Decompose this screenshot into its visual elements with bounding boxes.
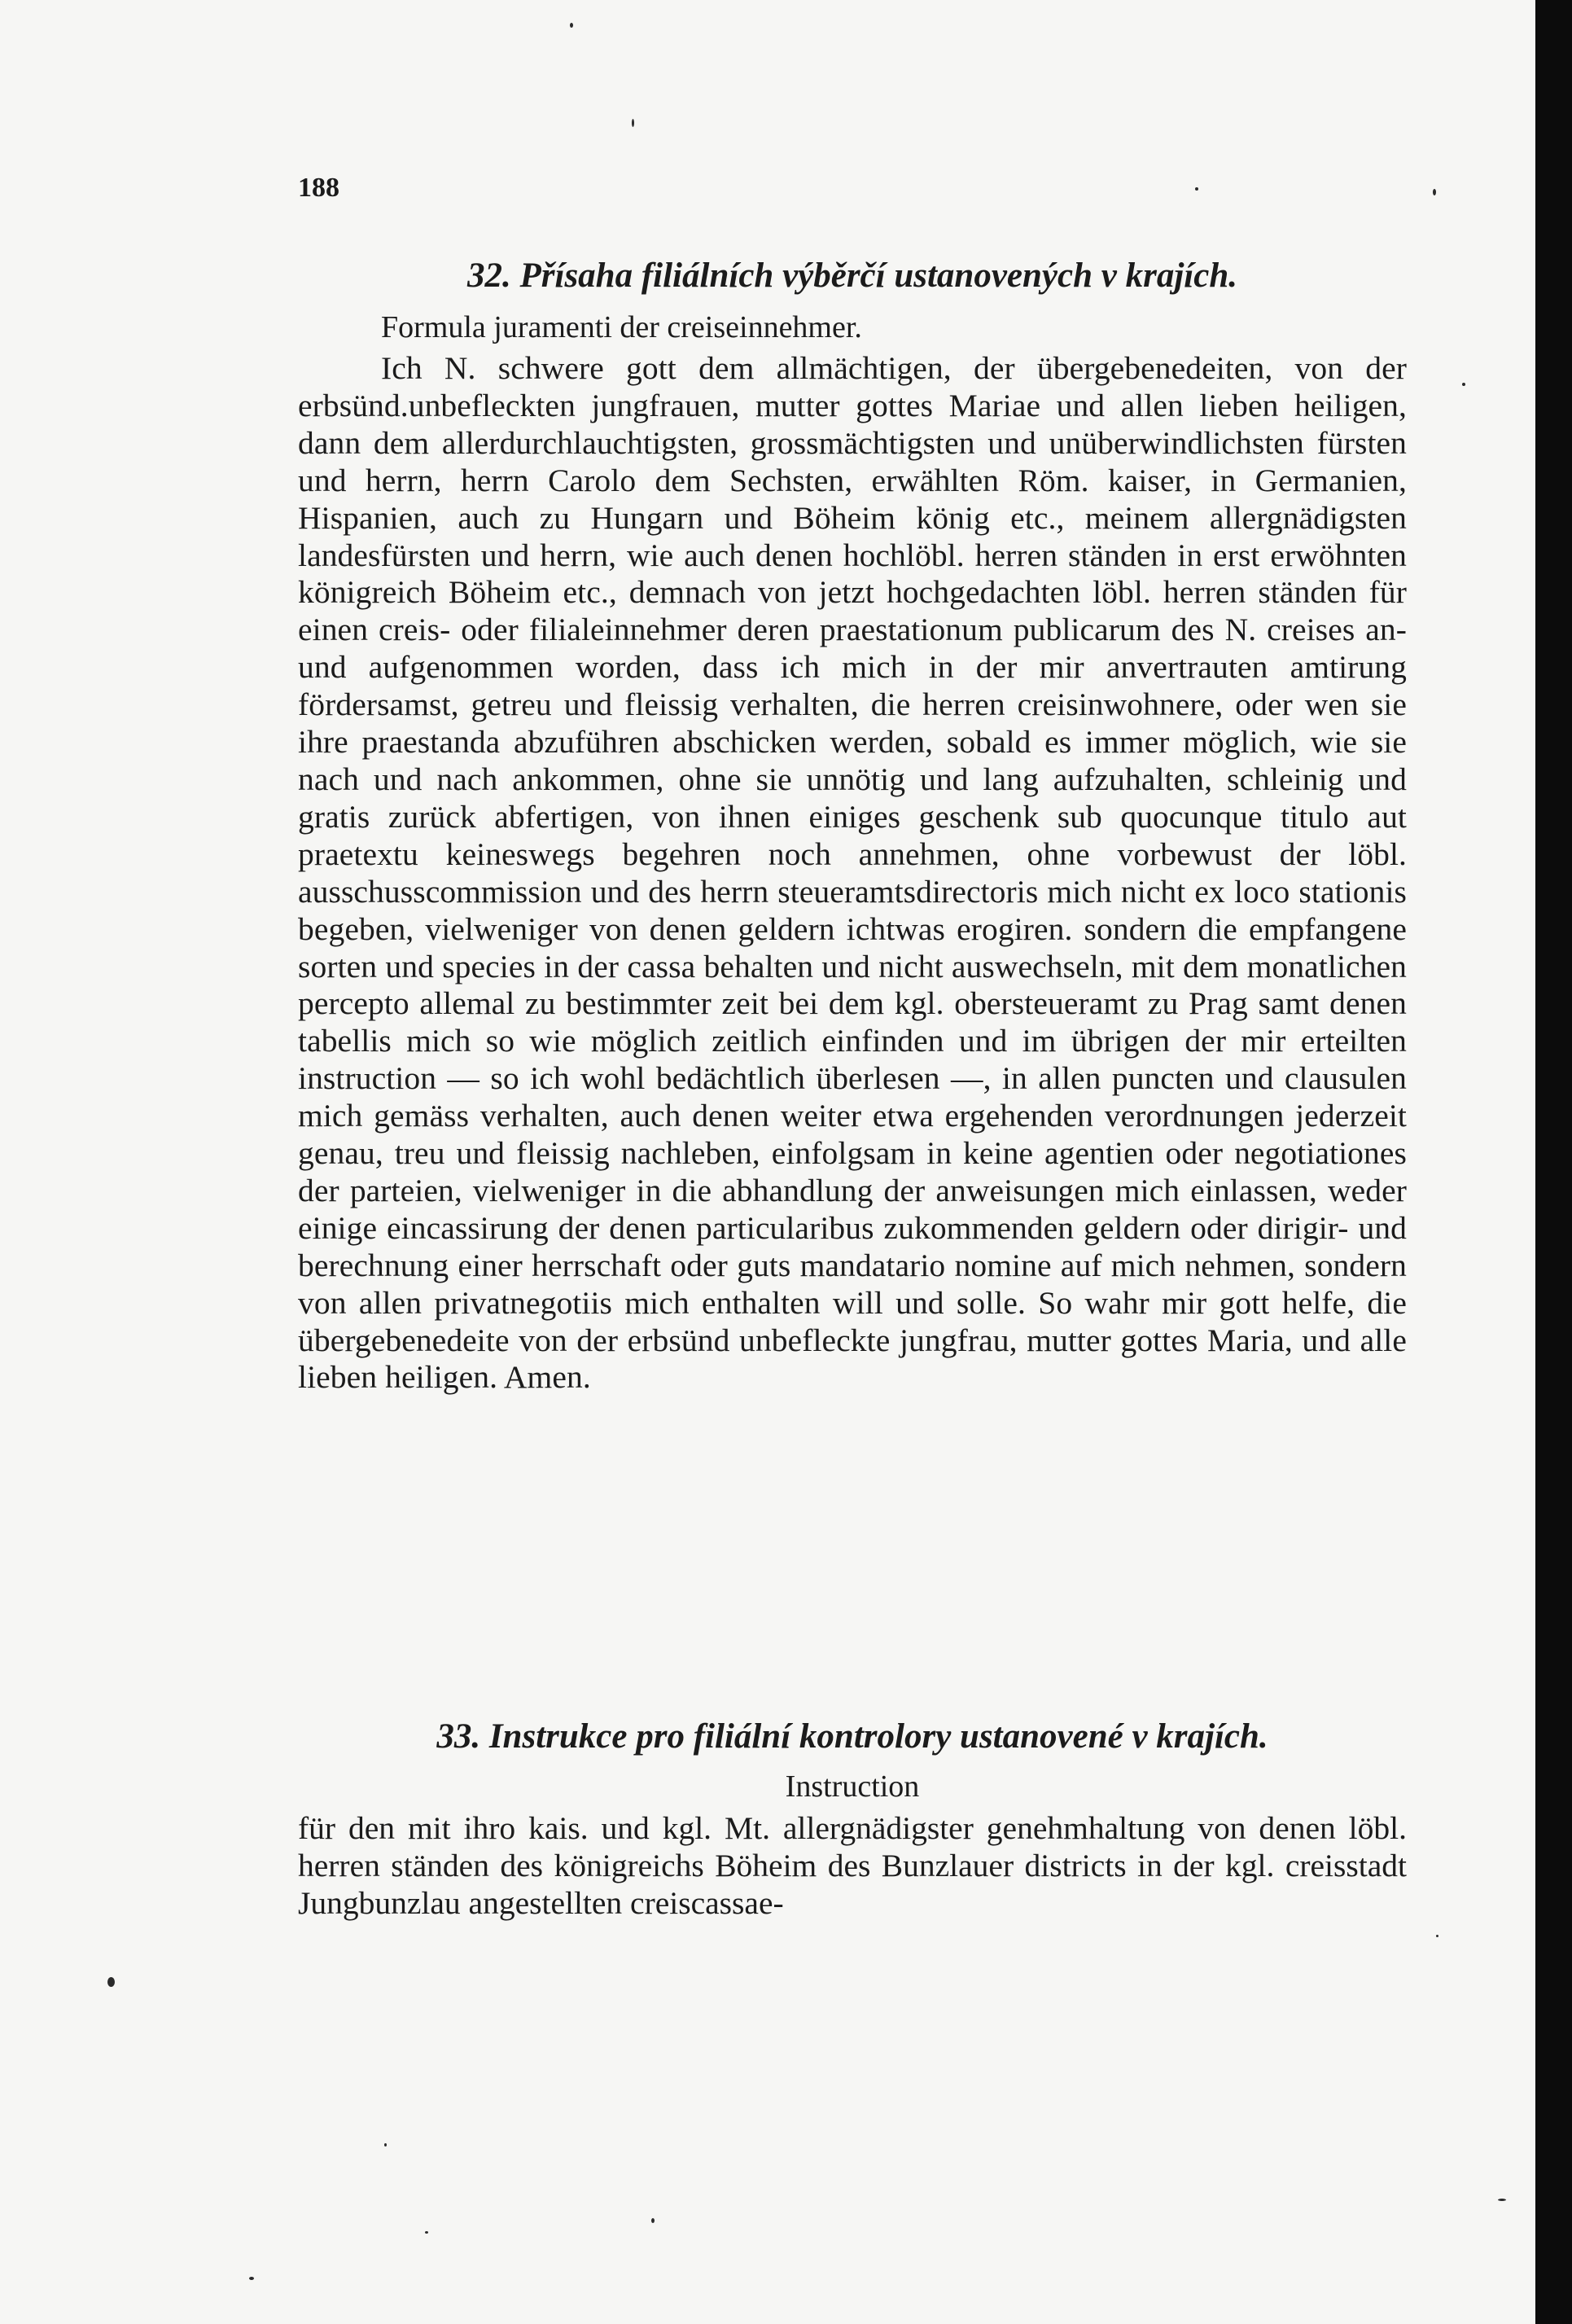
scan-speck (384, 2143, 387, 2146)
scan-speck (632, 119, 634, 127)
scan-speck (425, 2231, 428, 2234)
section-32-body: Ich N. schwere gott dem allmächtigen, der übergebenedeiten, von der erbsünd.unbefleckten jungfrauen, mutter gottes Mariae und allen lieben heiligen, dann dem allerdurchlauchtigsten, grossmächtigsten und unüberwindlichsten fürsten und herrn, herrn Carolo dem Sechsten, erwählten Röm. kaiser, in Germanien, Hispanien, auch zu Hungarn und Böheim könig etc., meinem allergnädigsten landesfürsten und herrn, wie auch denen hochlöbl. herren ständen in erst erwöhnten königreich Böheim etc., demnach von jetzt hochgedachten löbl. herren ständen für einen creis- oder filialeinnehmer deren praestationum publicarum des N. creises an- und aufgenommen worden, dass ich mich in der mir anvertrauten amtirung fördersamst, getreu und fleissig verhalten, die herren creisinwohnere, oder wen sie ihre praestanda abzuführen abschicken werden, sobald es immer möglich, wie sie nach und nach ankommen, ohne sie unnötig und lang aufzuhalten, schleinig und gratis zurück abfertigen, von ihnen einiges geschenk sub quocunque titulo aut praetextu keineswegs begehren noch annehmen, ohne vorbewust der löbl. ausschusscommission und des herrn steueramtsdirectoris mich nicht ex loco stationis begeben, vielweniger von denen geldern ichtwas erogiren. sondern die empfangene sorten und species in der cassa behalten und nicht auswechseln, mit dem monatlichen percepto allemal zu bestimmter zeit bei dem kgl. obersteueramt zu Prag samt denen tabellis mich so wie möglich zeitlich einfinden und im übrigen der mir erteilten instruction — so ich wohl bedächtlich überlesen —, in allen puncten und clausulen mich gemäss verhalten, auch denen weiter etwa ergehenden verordnungen jederzeit genau, treu und fleissig nachleben, einfolgsam in keine agentien oder negotiationes der parteien, vielweniger in die abhandlung der anweisungen mich einlassen, weder einige eincassirung der denen particularibus zukommenden geldern oder dirigir- und berechnung einer herrschaft oder guts mandatario nomine auf mich nehmen, sondern von allen privatnegotiis mich enthalten will und solle. So wahr mir gott helfe, die übergebenedeite von der erbsünd unbefleckte jungfrau, mutter gottes Maria, und alle lieben heiligen. Amen. (298, 350, 1407, 1396)
scan-speck (1498, 2199, 1506, 2201)
scan-speck (1195, 187, 1198, 191)
scan-speck (107, 1977, 115, 1987)
section-32-subtitle: Formula juramenti der creiseinnehmer. (381, 310, 862, 344)
scan-speck (570, 23, 573, 28)
page-number: 188 (298, 173, 339, 203)
scan-speck (1436, 1935, 1438, 1937)
scan-speck (651, 2218, 655, 2223)
scan-speck (1433, 189, 1436, 195)
section-33-subtitle: Instruction (785, 1769, 920, 1804)
section-33-heading: 33. Instrukce pro filiální kontrolory ustanovené v krajích. (436, 1717, 1268, 1756)
scan-speck (1462, 383, 1465, 386)
section-32-heading: 32. Přísaha filiálních výběrčí ustanovených v krajích. (467, 257, 1237, 295)
scan-speck (249, 2277, 254, 2280)
scan-border (1535, 0, 1572, 2324)
section-33-body: für den mit ihro kais. und kgl. Mt. allergnädigster genehmhaltung von denen löbl. herren ständen des königreichs Böheim des Bunzlauer districts in der kgl. creisstadt Jungbunzlau angestellten creiscassae- (298, 1810, 1407, 1921)
